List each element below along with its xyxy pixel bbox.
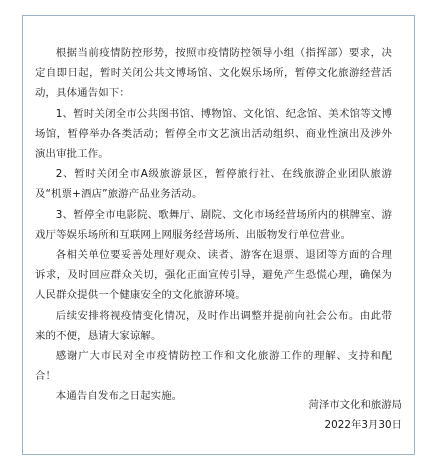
notice-paragraph: 各相关单位要妥善处理好观众、读者、游客在退票、退团等方面的合理诉求，及时回应群众关切，强化正面宣传引导，避免产生恐慌心理，确保为人民群众提供一个健康安全的文化旅游环境。 xyxy=(35,249,392,302)
notice-paragraph: 后续安排将视疫情变化情况，及时作出调整并提前向社会公布。由此带来的不便，恳请大家谅解。 xyxy=(35,309,392,342)
issue-date: 2022年3月30日 xyxy=(324,419,402,431)
notice-paragraph: 1、暂时关闭全市公共图书馆、博物馆、文化馆、纪念馆、美术馆等文博场馆，暂停举办各类活动；暂停全市文艺演出活动组织、商业性演出及涉外演出审批工作。 xyxy=(35,107,392,161)
issuer-name: 菏泽市文化和旅游局 xyxy=(308,399,402,411)
notice-paragraph: 本通告自发布之日起实施。 xyxy=(55,390,183,403)
notice-paragraph: 感谢广大市民对全市疫情防控工作和文化旅游工作的理解、支持和配合！ xyxy=(35,350,392,383)
notice-paragraph: 2、暂时关闭全市A级旅游景区，暂停旅行社、在线旅游企业团队旅游及“机票+酒店”旅游产品业务活动。 xyxy=(35,168,392,201)
notice-body xyxy=(35,43,392,407)
notice-paragraph: 根据当前疫情防控形势，按照市疫情防控领导小组（指挥部）要求，决定自即日起，暂时关闭公共文博场馆、文化娱乐场所，暂停文化旅游经营活动，具体通告如下： xyxy=(35,47,392,100)
notice-paragraph: 3、暂停全市电影院、歌舞厅、剧院、文化市场经营场所内的棋牌室、游戏厅等娱乐场所和互联网上网服务经营场所、出版物发行单位营业。 xyxy=(35,208,392,241)
